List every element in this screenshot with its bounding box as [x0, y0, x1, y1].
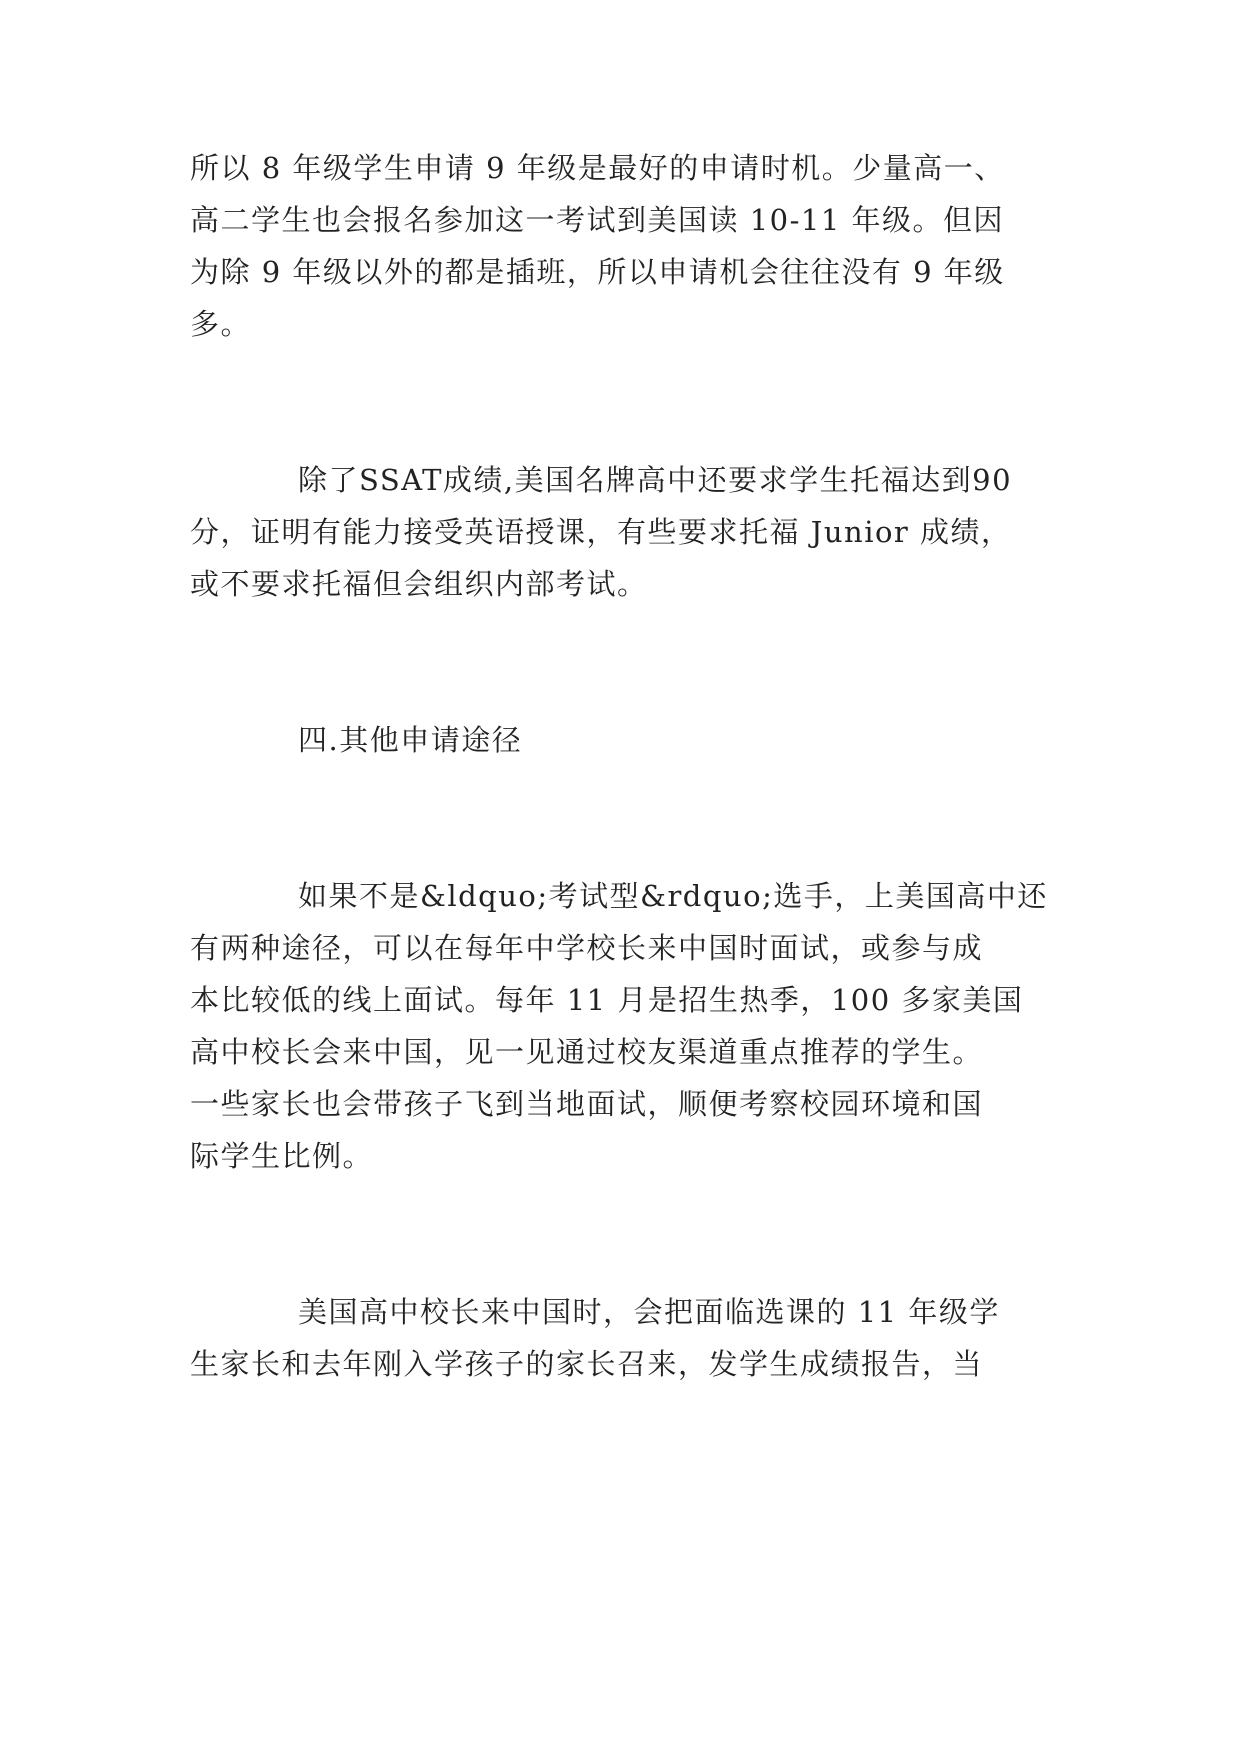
paragraph-1-line-1: 所以 8 年级学生申请 9 年级是最好的申请时机。少量高一、: [190, 151, 1005, 185]
paragraph-1-line-3: 为除 9 年级以外的都是插班，所以申请机会往往没有 9 年级: [190, 255, 1005, 289]
paragraph-3-line-3: 本比较低的线上面试。每年 11 月是招生热季，100 多家美国: [190, 983, 1024, 1017]
paragraph-3-line-1: 如果不是&ldquo;考试型&rdquo;选手，上美国高中还: [298, 879, 1048, 913]
paragraph-4-line-1: 美国高中校长来中国时，会把面临选课的 11 年级学: [298, 1295, 1000, 1329]
paragraph-3-line-2: 有两种途径，可以在每年中学校长来中国时面试，或参与成: [190, 931, 984, 965]
paragraph-2-line-3: 或不要求托福但会组织内部考试。: [190, 567, 648, 601]
paragraph-1-line-2: 高二学生也会报名参加这一考试到美国读 10-11 年级。但因: [190, 203, 1005, 237]
paragraph-2-line-1: 除了SSAT成绩,美国名牌高中还要求学生托福达到90: [298, 463, 1013, 497]
paragraph-1-line-4: 多。: [190, 307, 252, 341]
paragraph-4-line-2: 生家长和去年刚入学孩子的家长召来，发学生成绩报告，当: [190, 1347, 984, 1381]
paragraph-3-line-6: 际学生比例。: [190, 1139, 374, 1173]
paragraph-3-line-4: 高中校长会来中国，见一见通过校友渠道重点推荐的学生。: [190, 1035, 984, 1069]
paragraph-3-line-5: 一些家长也会带孩子飞到当地面试，顺便考察校园环境和国: [190, 1087, 984, 1121]
paragraph-2-line-2: 分，证明有能力接受英语授课，有些要求托福 Junior 成绩，: [190, 515, 1012, 549]
section-heading: 四.其他申请途径: [298, 723, 523, 757]
